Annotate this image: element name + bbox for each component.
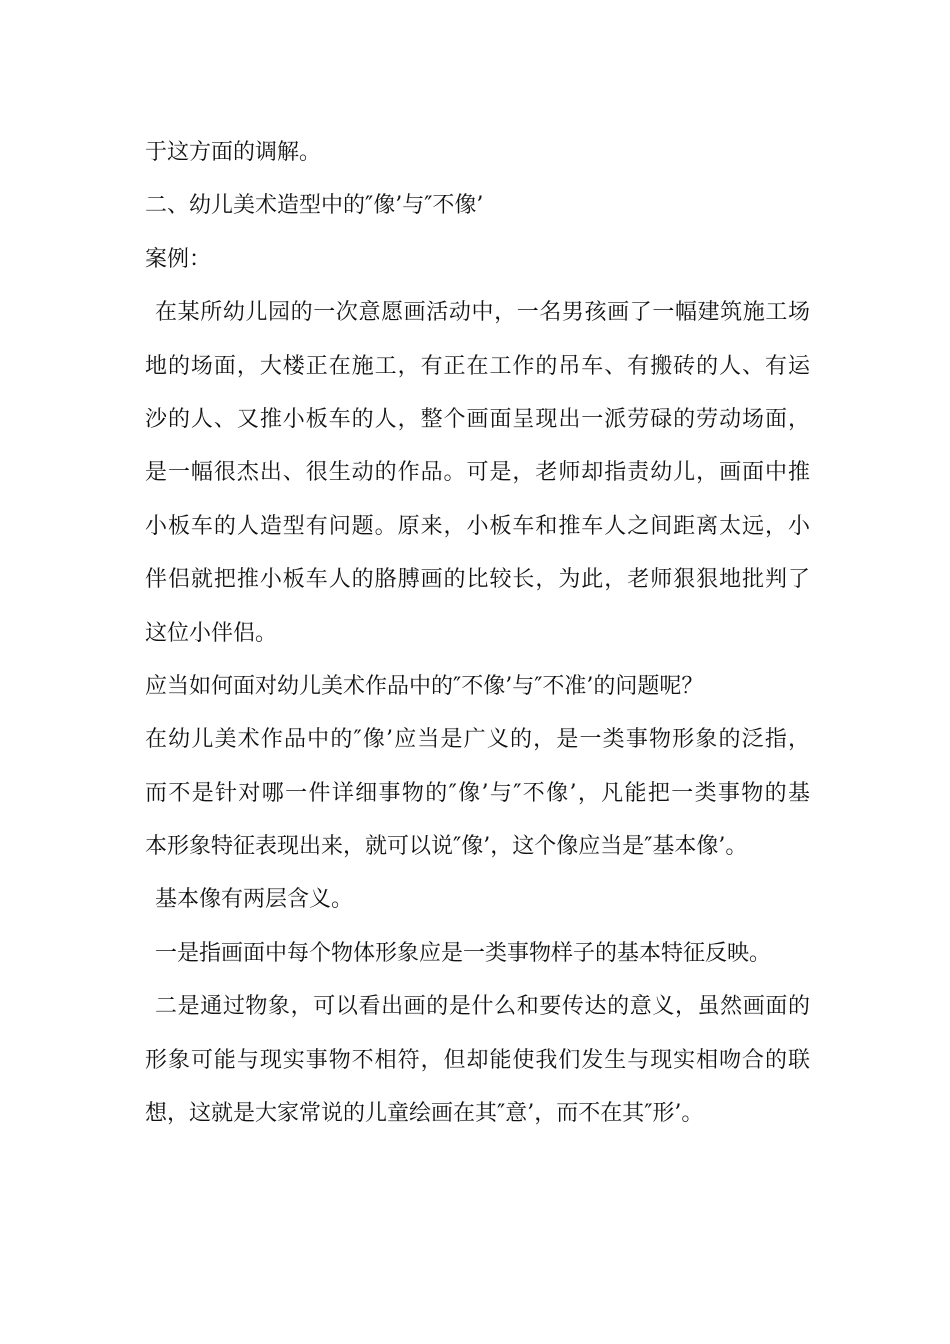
text-line: 是一幅很杰出、很生动的作品。可是，老师却指责幼儿，画面中推 (145, 460, 810, 486)
text-line: 小板车的人造型有问题。原来，小板车和推车人之间距离太远，小 (145, 513, 810, 539)
text-line: 在幼儿美术作品中的″像’应当是广义的，是一类事物形象的泛指， (145, 727, 810, 753)
text-line: 本形象特征表现出来，就可以说″像’，这个像应当是″基本像’。 (145, 834, 748, 860)
section-heading: 二、幼儿美术造型中的″像’与″不像’ (145, 193, 484, 219)
text-line: 一是指画面中每个物体形象应是一类事物样子的基本特征反映。 (155, 940, 772, 966)
text-line: 沙的人、又推小板车的人，整个画面呈现出一派劳碌的劳动场面， (145, 406, 810, 432)
text-line: 而不是针对哪一件详细事物的″像’与″不像’，凡能把一类事物的基 (145, 780, 810, 806)
case-label: 案例： (145, 246, 212, 272)
text-line: 于这方面的调解。 (145, 140, 322, 165)
text-line: 想，这就是大家常说的儿童绘画在其″意’，而不在其″形’。 (145, 1101, 704, 1127)
question-line: 应当如何面对幼儿美术作品中的″不像’与″不准’的问题呢？ (145, 673, 704, 699)
body-text (145, 130, 810, 1144)
text-line: 地的场面，大楼正在施工，有正在工作的吊车、有搬砖的人、有运 (145, 353, 810, 379)
text-line: 在某所幼儿园的一次意愿画活动中，一名男孩画了一幅建筑施工场 (155, 300, 810, 326)
text-line: 二是通过物象，可以看出画的是什么和要传达的意义，虽然画面的 (155, 994, 810, 1020)
text-line: 形象可能与现实事物不相符，但却能使我们发生与现实相吻合的联 (145, 1047, 810, 1073)
text-line: 伴侣就把推小板车人的胳膊画的比较长，为此，老师狠狠地批判了 (145, 567, 810, 593)
text-line: 基本像有两层含义。 (155, 887, 354, 913)
text-line: 这位小伴侣。 (145, 620, 278, 646)
